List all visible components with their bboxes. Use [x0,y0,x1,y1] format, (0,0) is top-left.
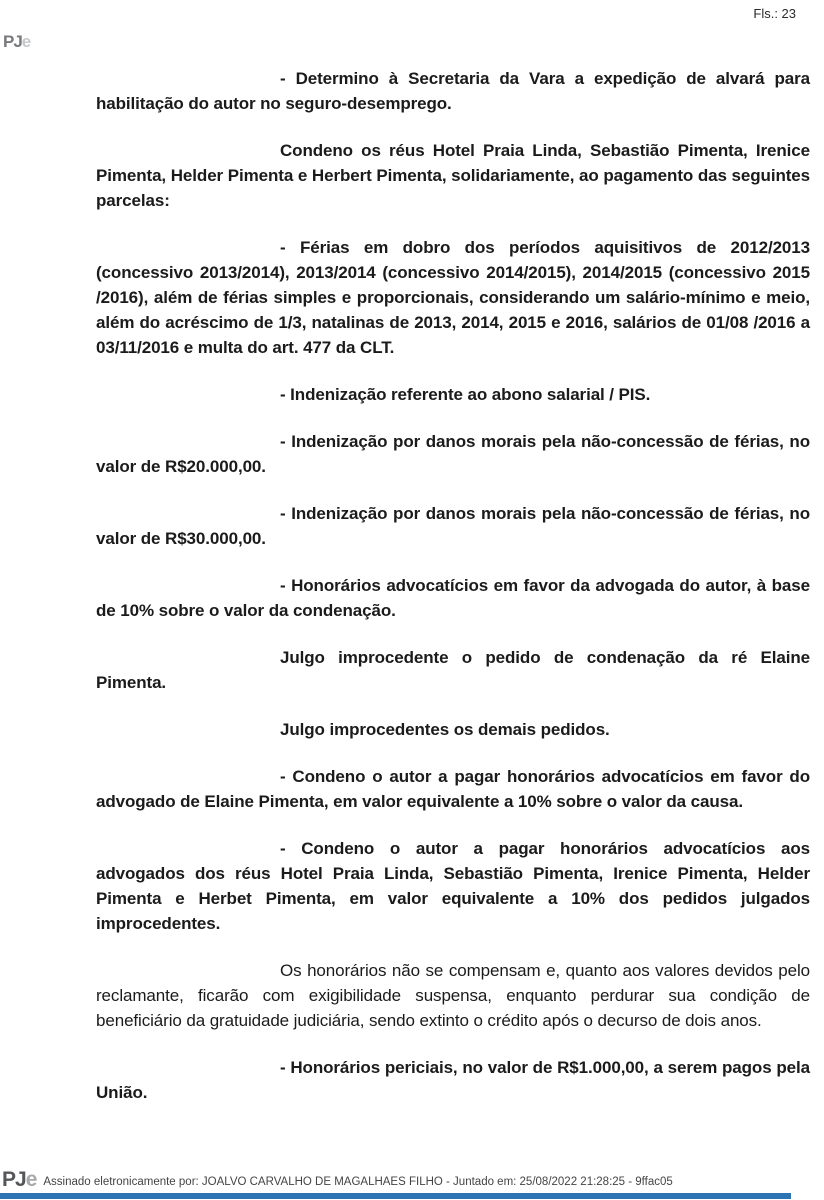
pje-logo-e-text: e [25,1168,37,1191]
pje-logo-pj-text: PJ [2,1168,26,1191]
paragraph: Julgo improcedentes os demais pedidos. [280,720,610,739]
paragraph: - Condeno o autor a pagar honorários advocatícios em favor do advogado de Elaine Pimenta, em valor equivalente a 10% sobre o valor da causa. [96,767,810,811]
paragraph: - Determino à Secretaria da Vara a expedição de alvará para habilitação do autor no seguro-desemprego. [96,69,810,113]
footer-accent-bar [0,1193,791,1199]
paragraph: - Indenização referente ao abono salarial / PIS. [280,385,651,404]
pje-logo-bottom [2,1169,36,1190]
paragraph: - Férias em dobro dos períodos aquisitivos de 2012/2013 (concessivo 2013/2014), 2013/2014 (concessivo 2014/2015), 2014/2015 (concessivo 2015 /2016), além de férias simples e proporcionais, considerando um salário-mínimo e meio, além do acréscimo de 1/3, natalinas de 2013, 2014, 2015 e 2016, salários de 01/08 /2016 a 03/11/2016 e multa do art. 477 da CLT. [96,238,810,357]
paragraph: - Honorários periciais, no valor de R$1.000,00, a serem pagos pela União. [96,1058,810,1102]
footer [0,1154,824,1200]
pje-logo-pj-text: PJ [3,32,22,51]
pje-logo-top [3,33,30,50]
paragraph: Os honorários não se compensam e, quanto aos valores devidos pelo reclamante, ficarão com exigibilidade suspensa, enquanto perdurar sua condição de beneficiário da gratuidade judiciária, sendo extinto o crédito após o decurso de dois anos. [96,961,810,1030]
paragraph: Julgo improcedente o pedido de condenação da ré Elaine Pimenta. [96,648,810,692]
paragraph: - Indenização por danos morais pela não-concessão de férias, no valor de R$30.000,00. [96,504,810,548]
signature-row [2,1169,673,1190]
signature-text: Assinado eletronicamente por: JOALVO CARVALHO DE MAGALHAES FILHO - Juntado em: 25/08/2022 21:28:25 - 9ffac05 [43,1175,673,1188]
folio-number: Fls.: 23 [753,6,796,21]
pje-logo-e-text: e [21,32,31,51]
paragraph: - Honorários advocatícios em favor da advogada do autor, à base de 10% sobre o valor da condenação. [96,576,810,620]
document-body [96,66,810,1127]
paragraph: - Condeno o autor a pagar honorários advocatícios aos advogados dos réus Hotel Praia Linda, Sebastião Pimenta, Irenice Pimenta, Helder Pimenta e Herbet Pimenta, em valor equivalente a 10% dos pedidos julgados improcedentes. [96,839,810,933]
paragraph: Condeno os réus Hotel Praia Linda, Sebastião Pimenta, Irenice Pimenta, Helder Pimenta e Herbert Pimenta, solidariamente, ao pagamento das seguintes parcelas: [96,141,810,210]
paragraph: - Indenização por danos morais pela não-concessão de férias, no valor de R$20.000,00. [96,432,810,476]
